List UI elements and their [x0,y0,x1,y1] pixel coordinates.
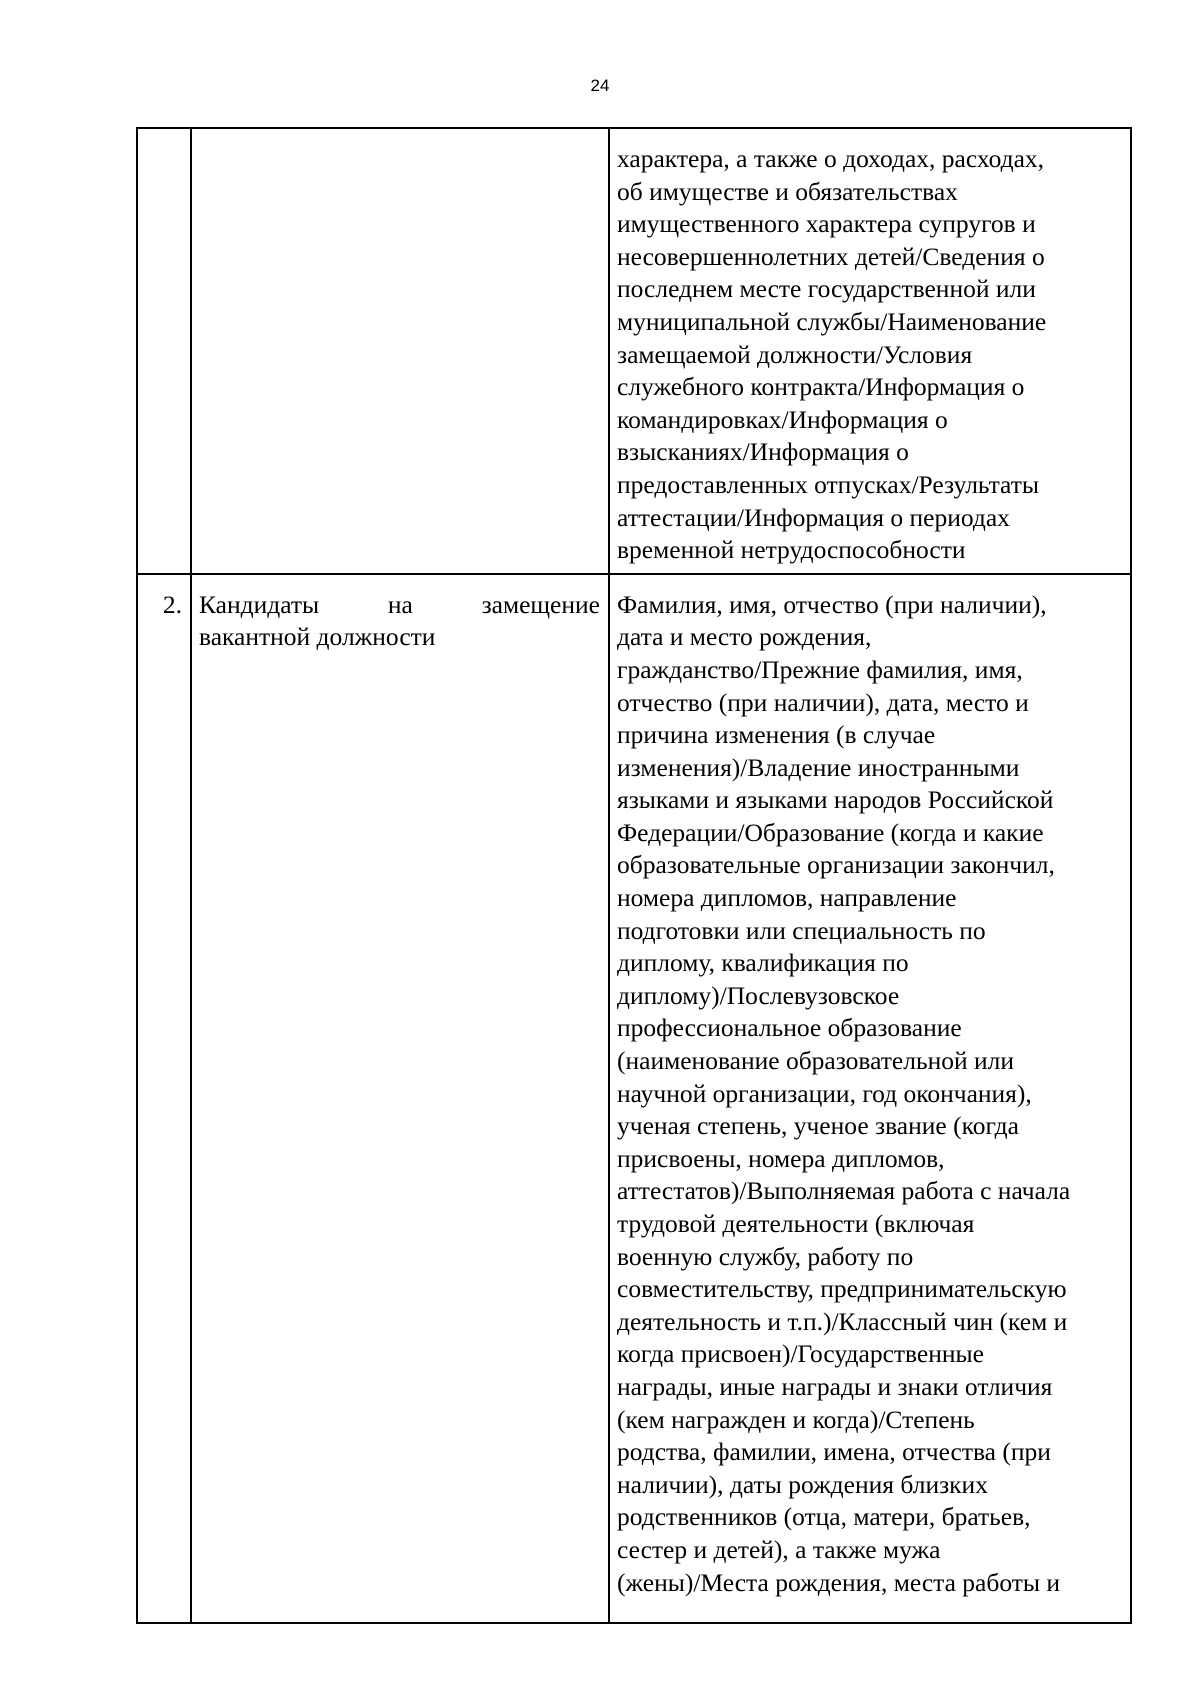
content-line: родства, фамилии, имена, отчества (при [617,1437,1051,1467]
row-number-cell: 2. [137,574,191,1623]
content-line: отчество (при наличии), дата, место и [617,687,1029,717]
content-line: причина изменения (в случае [617,720,936,750]
content-line: образовательные организации закончил, [617,850,1055,880]
content-line: награды, иные награды и знаки отличия [617,1371,1053,1401]
personal-data-cell [609,574,1131,1623]
content-line: присвоены, номера дипломов, [617,1143,945,1173]
content-line: замещаемой должности/Условия [617,339,973,369]
content-line: временной нетрудоспособности [617,535,966,565]
category-word: Кандидаты [199,589,320,619]
content-line: диплому)/Послевузовское [617,980,900,1010]
content-line: подготовки или специальность по [617,915,986,945]
table-row [137,128,1131,574]
content-line: характера, а также о доходах, расходах, [617,144,1045,173]
category-first-line [199,589,600,622]
content-line: научной организации, год окончания), [617,1078,1032,1108]
content-line: последнем месте государственной или [617,274,1036,304]
content-line: Федерации/Образование (когда и какие [617,817,1044,847]
personal-data-cell [609,128,1131,574]
content-line: имущественного характера супругов и [617,209,1036,239]
content-line: родственников (отца, матери, братьев, [617,1502,1031,1532]
category-cell [191,128,609,574]
content-line: военную службу, работу по [617,1241,914,1271]
content-line: (жены)/Места рождения, места работы и [617,1567,1061,1597]
content-line: языками и языками народов Российской [617,785,1054,815]
content-line: диплому, квалификация по [617,948,909,978]
content-line: когда присвоен)/Государственные [617,1339,984,1369]
content-line: сестер и детей), а также мужа [617,1534,941,1564]
content-line: несовершеннолетних детей/Сведения о [617,241,1045,271]
content-line: аттестатов)/Выполняемая работа с начала [617,1176,1071,1206]
content-line: наличии), даты рождения близких [617,1469,988,1499]
content-line: муниципальной службы/Наименование [617,306,1047,336]
content-line: (кем награжден и когда)/Степень [617,1404,975,1434]
content-line: предоставленных отпусках/Результаты [617,469,1039,499]
content-line: ученая степень, ученое звание (когда [617,1111,1019,1141]
category-cell [191,574,609,1623]
category-word: на [387,589,413,619]
content-line: дата и место рождения, [617,622,872,652]
content-line: трудовой деятельности (включая [617,1209,975,1238]
content-line: (наименование образовательной или [617,1046,1015,1076]
content-line: профессиональное образование [617,1013,962,1043]
content-line: аттестации/Информация о периодах [617,502,1010,532]
table-row [137,574,1131,1623]
content-line: об имуществе и обязательствах [617,176,958,206]
data-categories-table [136,127,1132,1624]
content-line: изменения)/Владение иностранными [617,752,1020,782]
content-line: гражданство/Прежние фамилия, имя, [617,654,1023,684]
content-line: служебного контракта/Информация о [617,372,1025,402]
content-line: Фамилия, имя, отчество (при наличии), [617,589,1047,619]
category-word: замещение [481,589,600,619]
category-second-line: вакантной должности [199,622,436,652]
content-line: совместительству, предпринимательскую [617,1274,1067,1304]
content-line: командировках/Информация о [617,404,948,434]
content-line: номера дипломов, направление [617,883,957,913]
page-number: 24 [590,76,610,95]
content-line: деятельность и т.п.)/Классный чин (кем и [617,1306,1068,1336]
content-line: взысканиях/Информация о [617,437,909,467]
row-number-cell [137,128,191,574]
